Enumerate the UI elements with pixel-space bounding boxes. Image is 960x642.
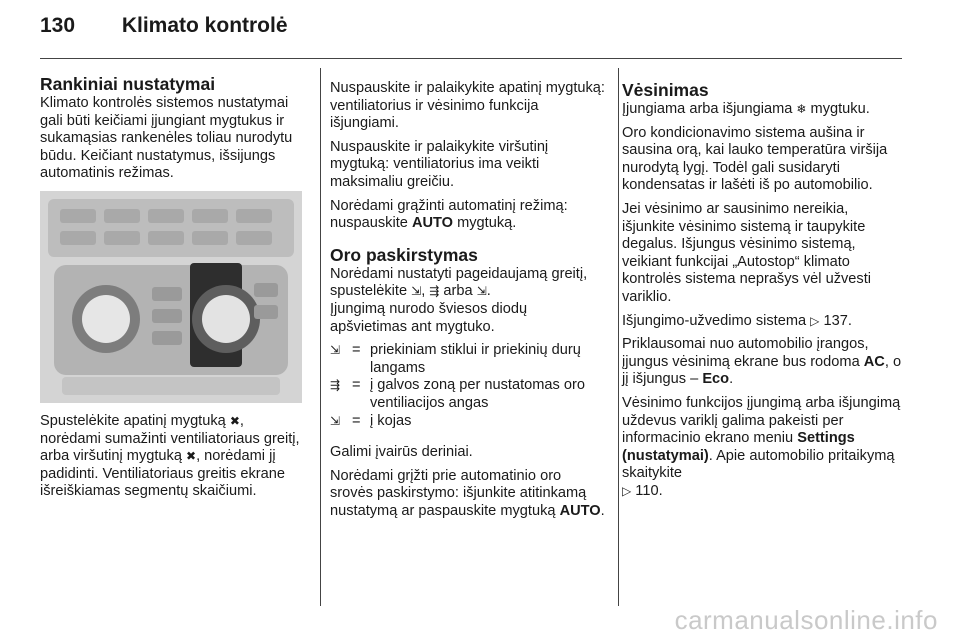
text: Išjungimo-užvedimo sistema <box>622 312 811 329</box>
legend-row-windscreen <box>330 342 608 377</box>
section-heading-distribution: Oro paskirstymas <box>330 244 478 265</box>
page-ref-arrow-icon: ▷ <box>622 483 632 498</box>
legend-row-foot <box>330 413 608 431</box>
legend-text: į kojas <box>370 412 412 429</box>
legend-eq: = <box>352 377 361 394</box>
text: . <box>847 312 852 329</box>
column-2 <box>330 80 608 526</box>
paragraph: Įjungimą nurodo šviesos diodų apšvietimas ant mygtuko. <box>330 300 528 335</box>
text: , <box>421 283 430 300</box>
section-heading-manual: Rankiniai nustatymai <box>40 74 216 94</box>
column-3 <box>622 80 904 506</box>
fan-text-3: , norėdami jį padidinti. Ventiliatoriaus greitis ekrane išreiškiamas segmentų skaičiumi. <box>40 448 285 500</box>
paragraph: Oro kondicionavimo sistema aušina ir sausina orą, kai lauko temperatūra viršija nurodytą lygį. Todėl gali susidaryti kondensatas ir lašėti iš po automobilio. <box>622 124 888 194</box>
page-ref: 137 <box>823 312 848 329</box>
ac-label: AC <box>863 353 885 370</box>
header-rule <box>40 58 902 59</box>
foot-air-icon: ⇲ <box>330 413 341 428</box>
text: Vėsinimo funkcijos įjungimą arba išjungimą uždevus variklį galima pakeisti per informacinio ekrano meniu <box>622 394 901 447</box>
text: Priklausomai nuo automobilio įrangos, įjungus vėsinimą ekrane bus rodoma <box>622 336 869 370</box>
intro-paragraph: Klimato kontrolės sistemos nustatymai gali būti keičiami įjungiant mygtukus ir sukamąsias rankenėles toliau nurodytu būdu. Keičiant nustatymus, išsijungs automatinis režimas. <box>40 95 293 182</box>
text: . <box>658 482 663 499</box>
legend-text: priekiniam stiklui ir priekinių durų langams <box>370 342 581 376</box>
paragraph: Nuspauskite ir palaikykite apatinį mygtuką: ventiliatorius ir vėsinimo funkcija išjungiami. <box>330 80 605 132</box>
text: arba <box>439 283 477 300</box>
text: . <box>729 371 734 388</box>
section-heading-cooling: Vėsinimas <box>622 80 709 100</box>
text: Norėdami grįžti prie automatinio oro srovės paskirstymo: išjunkite atitinkamą nustatymą ar paspauskite mygtuką <box>330 467 587 519</box>
windscreen-air-icon: ⇲ <box>330 343 341 358</box>
paragraph: Jei vėsinimo ar sausinimo nereikia, išjunkite vėsinimo sistemą ir taupykite degalus. Išjungus vėsinimo sistemą, veikiant funkcijai „Autostop“ klimato kontrolės sistema neprašys vėl užvesti variklio. <box>622 200 872 305</box>
page-ref: 110 <box>635 482 659 499</box>
page-number: 130 <box>40 14 76 37</box>
auto-label: AUTO <box>559 502 601 519</box>
paragraph <box>622 395 904 501</box>
text: Norėdami nustatyti pageidaujamą greitį, spustelėkite <box>330 265 588 300</box>
page-ref-arrow-icon: ▷ <box>810 313 820 328</box>
legend-row-head <box>330 377 608 412</box>
paragraph <box>622 336 904 389</box>
text: . Apie automobilio pritaikymą skaitykite <box>622 447 895 482</box>
fan-text-1: Spustelėkite apatinį mygtuką <box>40 412 226 429</box>
head-air-icon: ⇶ <box>330 378 341 393</box>
snowflake-icon: ❄ <box>796 102 807 116</box>
windscreen-air-icon: ⇲ <box>411 284 422 299</box>
legend-eq: = <box>352 412 361 429</box>
text: Įjungiama arba išjungiama <box>622 101 797 117</box>
settings-label: Settings (nustatymai) <box>622 430 855 464</box>
eco-label: Eco <box>702 371 730 388</box>
fan-speed-paragraph <box>40 413 306 501</box>
legend-text: į galvos zoną per nustatomas oro ventiliacijos angas <box>370 377 585 411</box>
auto-label: AUTO <box>411 215 454 232</box>
legend-eq: = <box>352 342 361 359</box>
fan-text-2: , norėdami sumažinti ventiliatoriaus greitį, arba viršutinį mygtuką <box>40 412 300 465</box>
foot-air-icon: ⇲ <box>476 284 487 299</box>
column-1 <box>40 74 306 507</box>
fan-icon: ✖ <box>229 413 240 428</box>
text: . <box>486 283 491 300</box>
text: Norėdami grąžinti automatinį režimą: nuspauskite <box>330 197 568 232</box>
column-divider-1 <box>320 68 321 606</box>
paragraph <box>330 198 608 233</box>
watermark: carmanualsonline.info <box>674 605 938 635</box>
text: , o jį išjungus – <box>622 353 902 388</box>
head-air-icon: ⇶ <box>429 284 440 299</box>
fan-icon: ✖ <box>186 449 197 464</box>
paragraph <box>330 468 608 521</box>
column-divider-2 <box>618 68 619 606</box>
page-header <box>40 14 288 38</box>
paragraph <box>622 313 904 331</box>
paragraph <box>330 266 608 301</box>
text: mygtuku. <box>806 101 870 117</box>
paragraph <box>622 101 904 119</box>
text: . <box>600 502 605 519</box>
climate-control-panel-photo <box>40 191 302 403</box>
text: mygtuką. <box>453 215 517 232</box>
paragraph: Nuspauskite ir palaikykite viršutinį mygtuką: ventiliatorius ima veikti maksimaliu greičiu. <box>330 138 549 190</box>
paragraph: Galimi įvairūs deriniai. <box>330 444 473 461</box>
page-title: Klimato kontrolė <box>121 14 288 37</box>
